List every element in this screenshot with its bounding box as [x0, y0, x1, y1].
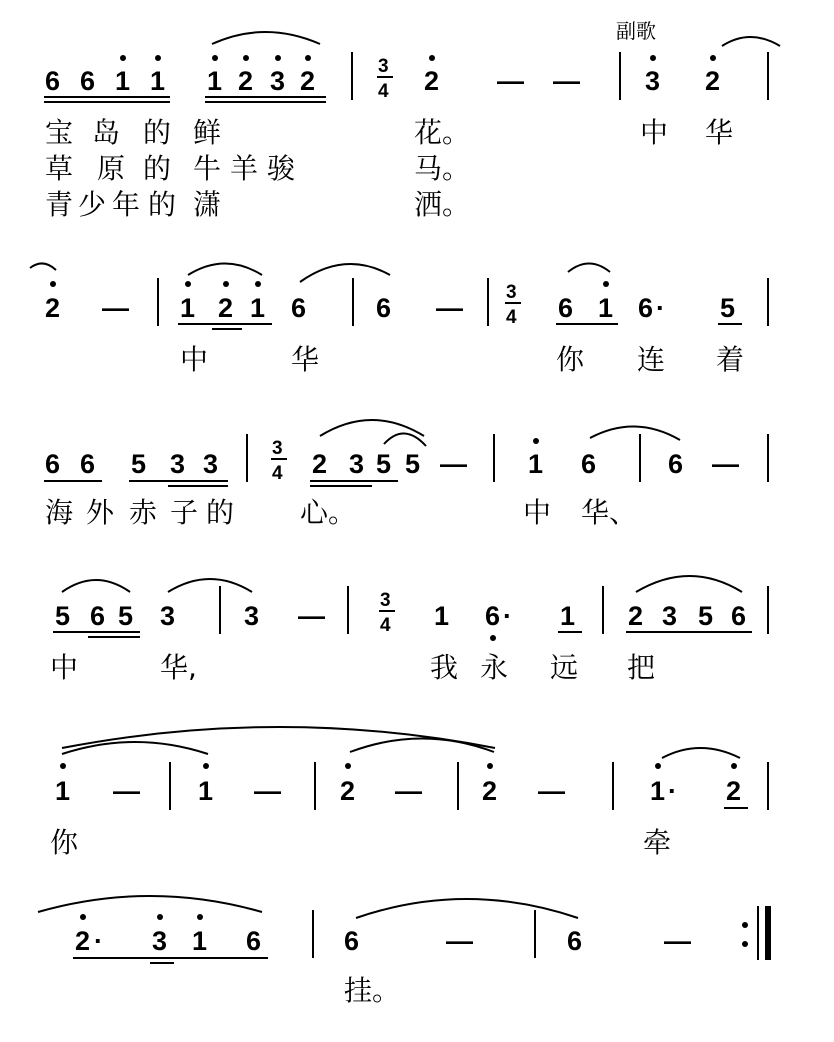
system-4: [50, 576, 768, 684]
svg-text:心。: 心。: [300, 496, 357, 529]
note: 2: [726, 776, 742, 806]
note: 2: [340, 776, 356, 806]
duration-underlines: [178, 324, 742, 329]
lyrics-verse-1: [45, 116, 733, 149]
high-octave-dots: [120, 55, 716, 61]
note: 5: [131, 449, 147, 479]
augmentation-dot: ·: [656, 293, 665, 323]
svg-text:4: 4: [378, 81, 389, 102]
note: 6: [246, 926, 262, 956]
note: 6: [638, 293, 654, 323]
lyrics-line-6: [344, 974, 400, 1007]
svg-text:外: 外: [86, 496, 115, 529]
system-6: [38, 896, 768, 1007]
note: 1: [650, 776, 666, 806]
time-signature: [377, 56, 393, 102]
slur-marks: [62, 727, 740, 758]
svg-text:中: 中: [50, 651, 79, 684]
note: 5: [405, 449, 421, 479]
svg-text:中: 中: [523, 496, 552, 529]
svg-text:3: 3: [506, 282, 517, 303]
svg-text:远: 远: [550, 651, 579, 684]
note: 6: [291, 293, 307, 323]
augmentation-dot: ·: [503, 601, 512, 631]
note: 3: [170, 449, 186, 479]
svg-text:鲜: 鲜: [193, 116, 222, 149]
note: 6: [45, 66, 61, 96]
svg-text:的: 的: [148, 188, 177, 221]
time-signature: [271, 438, 287, 484]
svg-text:中: 中: [180, 343, 209, 376]
note: 3: [645, 66, 661, 96]
svg-text:赤: 赤: [129, 496, 158, 529]
low-octave-dots: [490, 635, 496, 641]
svg-text:的: 的: [143, 116, 172, 149]
svg-text:连: 连: [637, 343, 666, 376]
note: 6: [90, 601, 106, 631]
note: 6: [668, 449, 684, 479]
time-signature: [379, 590, 395, 636]
note: 2: [424, 66, 440, 96]
dash: —: [497, 66, 524, 96]
note: 2: [75, 926, 91, 956]
note: 1: [207, 66, 223, 96]
duration-underlines: [44, 97, 326, 102]
lyrics-verse-3: [45, 188, 470, 221]
svg-text:的: 的: [143, 152, 172, 185]
svg-text:华,: 华,: [160, 651, 197, 684]
dash: —: [395, 776, 422, 806]
note: 2: [482, 776, 498, 806]
svg-text:宝: 宝: [45, 116, 74, 149]
note: 2: [705, 66, 721, 96]
lyrics-verse-2: [45, 152, 470, 185]
note: 1: [192, 926, 208, 956]
note: 3: [160, 601, 176, 631]
svg-text:着: 着: [716, 343, 745, 376]
note: 6: [485, 601, 501, 631]
duration-underlines: [73, 958, 268, 963]
note: 3: [270, 66, 286, 96]
system-1: [44, 32, 780, 221]
note: 3: [349, 449, 365, 479]
note: 3: [662, 601, 678, 631]
lyrics-line-4: [50, 651, 655, 684]
duration-underlines: [53, 632, 752, 637]
note: 1: [115, 66, 131, 96]
slur-marks: [62, 576, 742, 592]
slur-marks: [38, 896, 578, 918]
slur-marks: [212, 32, 780, 46]
svg-text:把: 把: [627, 651, 656, 684]
svg-text:4: 4: [506, 307, 517, 328]
note: 5: [720, 293, 736, 323]
svg-text:中: 中: [640, 116, 669, 149]
section-label-chorus: 副歌: [616, 19, 656, 43]
augmentation-dot: ·: [94, 926, 103, 956]
note: 1: [55, 776, 71, 806]
note: 5: [376, 449, 392, 479]
note: 2: [312, 449, 328, 479]
note: 6: [344, 926, 360, 956]
repeat-end-barline: [742, 906, 768, 960]
dash: —: [298, 601, 325, 631]
high-octave-dots: [60, 763, 737, 769]
svg-text:的: 的: [206, 496, 235, 529]
note: 1: [434, 601, 450, 631]
note: 1: [150, 66, 166, 96]
svg-text:花。: 花。: [414, 116, 471, 149]
svg-text:草: 草: [45, 152, 74, 185]
svg-text:青: 青: [45, 188, 74, 221]
dash: —: [436, 293, 463, 323]
lyrics-line-3: [45, 496, 637, 529]
svg-text:洒。: 洒。: [414, 188, 471, 221]
dash: —: [113, 776, 140, 806]
svg-text:华、: 华、: [581, 496, 638, 529]
svg-text:少: 少: [78, 188, 107, 221]
dash: —: [102, 293, 129, 323]
svg-text:原: 原: [97, 152, 126, 185]
note: 2: [628, 601, 644, 631]
svg-text:子: 子: [170, 496, 199, 529]
dash: —: [254, 776, 281, 806]
svg-text:牵: 牵: [643, 826, 672, 859]
dash: —: [446, 926, 473, 956]
system-2: [30, 263, 768, 376]
note: 6: [45, 449, 61, 479]
high-octave-dots: [80, 914, 203, 920]
note: 3: [203, 449, 219, 479]
high-octave-dots: [50, 281, 609, 287]
note: 1: [560, 601, 576, 631]
svg-text:3: 3: [378, 56, 389, 77]
note: 3: [244, 601, 260, 631]
high-octave-dots: [533, 438, 539, 444]
system-5: [50, 727, 768, 859]
note: 6: [581, 449, 597, 479]
note: 5: [698, 601, 714, 631]
svg-text:羊: 羊: [230, 152, 259, 185]
note: 5: [118, 601, 134, 631]
svg-text:马。: 马。: [414, 152, 471, 185]
note: 6: [376, 293, 392, 323]
svg-text:挂。: 挂。: [344, 974, 401, 1007]
note: 6: [80, 449, 96, 479]
svg-text:4: 4: [380, 615, 391, 636]
svg-text:我: 我: [430, 651, 459, 684]
note: 3: [152, 926, 168, 956]
note: 1: [180, 293, 196, 323]
note: 6: [567, 926, 583, 956]
note: 2: [45, 293, 61, 323]
note: 2: [218, 293, 234, 323]
note: 1: [250, 293, 266, 323]
svg-text:潇: 潇: [193, 188, 222, 221]
note: 1: [528, 449, 544, 479]
note: 2: [300, 66, 316, 96]
svg-text:华: 华: [705, 116, 734, 149]
svg-text:牛: 牛: [193, 152, 222, 185]
dash: —: [538, 776, 565, 806]
slur-marks: [320, 420, 680, 446]
time-signature: [505, 282, 521, 328]
lyrics-line-5: [50, 826, 671, 859]
lyrics-line-2: [180, 343, 744, 376]
svg-text:骏: 骏: [267, 152, 296, 185]
note: 2: [238, 66, 254, 96]
dash: —: [712, 449, 739, 479]
svg-text:3: 3: [380, 590, 391, 611]
note: 1: [598, 293, 614, 323]
svg-text:华: 华: [291, 343, 320, 376]
svg-text:海: 海: [45, 496, 74, 529]
duration-underlines: [44, 481, 398, 486]
note: 6: [80, 66, 96, 96]
note: 6: [558, 293, 574, 323]
svg-text:永: 永: [480, 651, 509, 684]
system-3: [44, 420, 768, 529]
svg-text:你: 你: [50, 826, 79, 859]
note: 1: [198, 776, 214, 806]
augmentation-dot: ·: [668, 776, 677, 806]
svg-text:4: 4: [272, 463, 283, 484]
dash: —: [553, 66, 580, 96]
slur-marks: [30, 263, 610, 282]
svg-text:3: 3: [272, 438, 283, 459]
note: 6: [731, 601, 747, 631]
svg-text:你: 你: [556, 343, 585, 376]
svg-text:年: 年: [112, 188, 141, 221]
svg-text:岛: 岛: [92, 116, 121, 149]
dash: —: [664, 926, 691, 956]
note: 5: [55, 601, 71, 631]
dash: —: [440, 449, 467, 479]
